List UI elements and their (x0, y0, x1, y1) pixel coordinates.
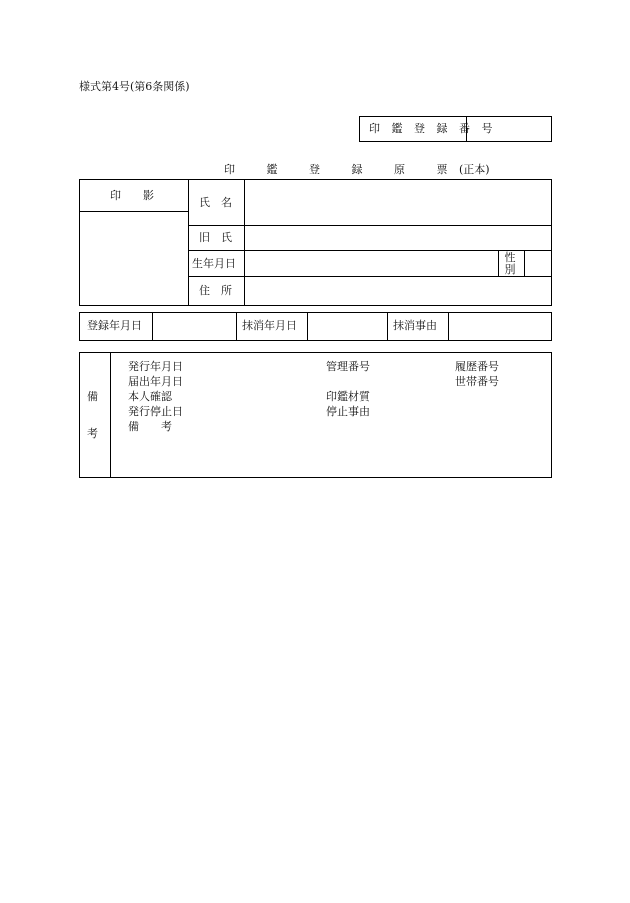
former-surname-label: 旧 氏 (199, 231, 232, 244)
remarks-suspension-date: 発行停止日 (128, 405, 183, 418)
remarks-issue-date: 発行年月日 (128, 360, 183, 373)
form-number-header: 様式第4号(第6条関係) (79, 80, 190, 93)
registration-date-field[interactable] (154, 314, 234, 339)
remarks-notification-date: 届出年月日 (128, 375, 183, 388)
sex-field[interactable] (526, 252, 550, 274)
date-of-birth-label: 生年月日 (192, 257, 236, 270)
former-surname-field[interactable] (247, 227, 549, 248)
registration-number-label: 印 鑑 登 録 番 号 (369, 122, 497, 135)
date-of-birth-field[interactable] (247, 252, 496, 274)
form-title: 印 鑑 登 録 原 票 (224, 163, 462, 176)
remarks-side-label-2: 考 (87, 427, 98, 440)
address-label: 住 所 (199, 284, 232, 297)
registration-number-field[interactable] (468, 118, 550, 140)
remarks-side-label-1: 備 (87, 390, 98, 403)
name-field[interactable] (247, 182, 549, 223)
address-field[interactable] (247, 278, 549, 304)
remarks-household-number: 世帯番号 (455, 375, 499, 388)
remarks-notes: 備 考 (128, 420, 172, 433)
cancellation-reason-field[interactable] (450, 314, 550, 339)
remarks-seal-material: 印鑑材質 (326, 390, 370, 403)
remarks-identity-check: 本人確認 (128, 390, 172, 403)
copy-type-label: (正本) (459, 163, 490, 176)
seal-impression-area (81, 213, 186, 304)
cancellation-date-field[interactable] (309, 314, 385, 339)
registration-date-label: 登録年月日 (87, 319, 142, 332)
name-label: 氏 名 (199, 196, 232, 209)
remarks-management-number: 管理番号 (326, 360, 370, 373)
remarks-history-number: 履歴番号 (455, 360, 499, 373)
sex-label: 性別 (504, 251, 516, 276)
remarks-suspension-reason: 停止事由 (326, 405, 370, 418)
cancellation-reason-label: 抹消事由 (393, 319, 437, 332)
cancellation-date-label: 抹消年月日 (242, 319, 297, 332)
seal-impression-label: 印 影 (110, 189, 154, 202)
